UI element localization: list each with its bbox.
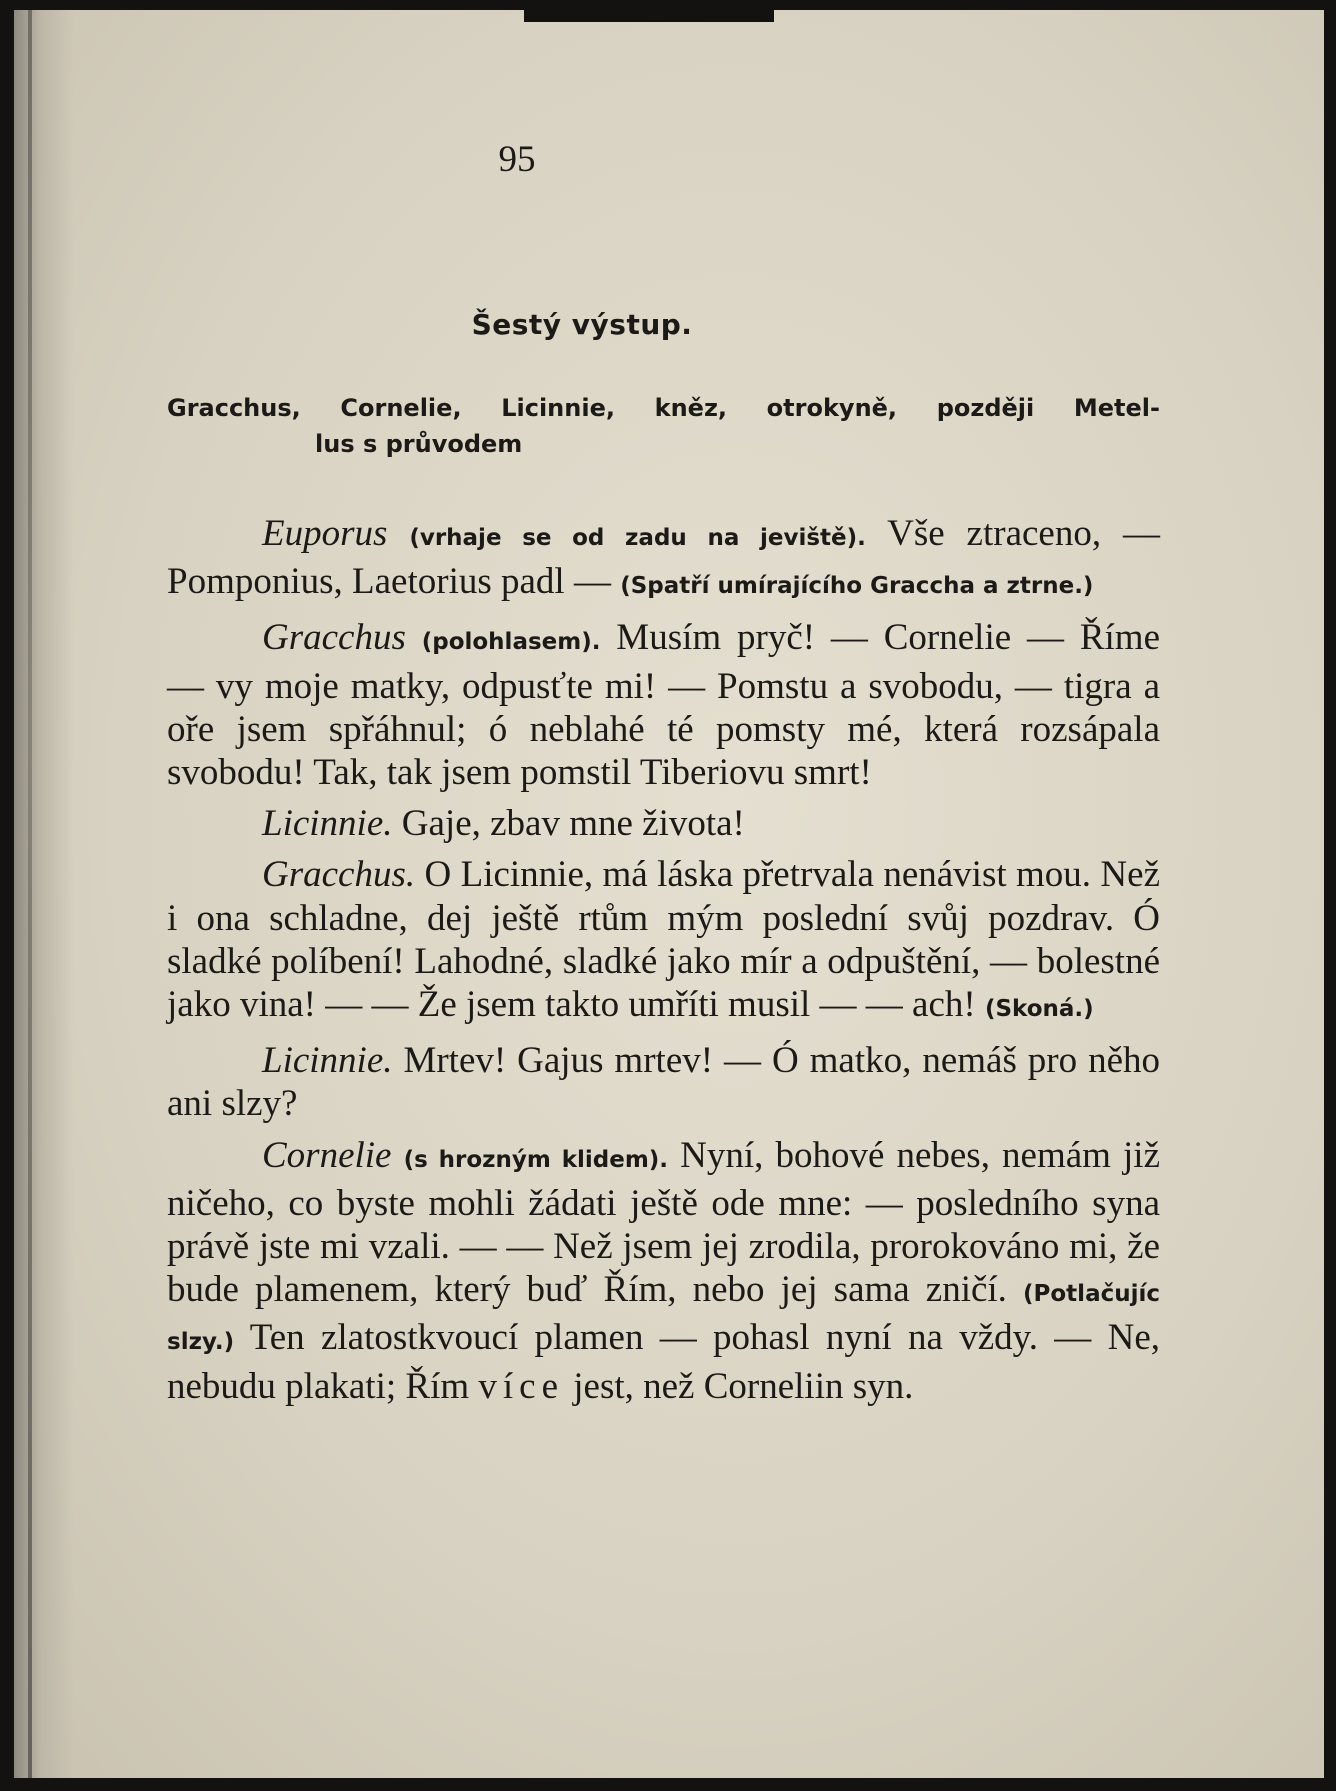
dialogue-paragraph xyxy=(167,1039,1160,1125)
dialogue-text: Vše ztraceno, — Pomponius, Laetorius padl — xyxy=(167,513,1160,603)
speaker-name: Licinnie. xyxy=(262,1040,393,1082)
dialogue-body xyxy=(167,512,1160,1416)
stage-direction: (polohlasem). xyxy=(421,629,601,656)
dialogue-paragraph xyxy=(167,1134,1160,1408)
emphasized-word: více xyxy=(478,1365,564,1407)
dialogue-paragraph xyxy=(167,853,1160,1031)
dialogue-text: jest, než Corneliin syn. xyxy=(564,1365,914,1407)
stage-direction: (Potlačujíc slzy.) xyxy=(167,1281,1160,1356)
dialogue-text: Musím pryč! — Cornelie — Říme — vy moje matky, odpusťte mi! — Pomstu a svobodu, — tigra a oře jsem spřáhnul; ó neblahé té pomsty mé, která rozsápala svobodu! Tak, tak jsem pomstil Tiberiovu smrt! xyxy=(167,617,1160,794)
cast-line-2: lus s průvodem xyxy=(315,430,523,458)
stage-direction: (Skoná.) xyxy=(984,996,1094,1023)
dialogue-paragraph xyxy=(167,512,1160,608)
stage-direction: (s hrozným klidem). xyxy=(403,1146,669,1173)
book-page xyxy=(14,10,1324,1778)
speaker-name: Euporus xyxy=(262,513,388,554)
page-number: 95 xyxy=(498,139,536,180)
cast-list xyxy=(167,390,1160,462)
dialogue-text: Nyní, bohové nebes, nemám již ničeho, co byste mohli žádati ještě ode mne: — posledního syna právě jste mi vzali. — — Než jsem jej zrodila, prorokováno mi, že bude plamenem, který buď Řím, nebo jej sama zničí. xyxy=(167,1134,1161,1311)
dialogue-text: Ten zlatostkvoucí plamen — pohasl nyní na vždy. — Ne, nebudu plakati; Řím xyxy=(167,1317,1160,1407)
book-spine xyxy=(28,10,32,1778)
stage-direction: (Spatří umírajícího Graccha a ztrne.) xyxy=(620,573,1094,600)
speaker-name: Gracchus. xyxy=(262,854,416,896)
speaker-name: Cornelie xyxy=(262,1134,392,1176)
speaker-name: Gracchus xyxy=(262,617,406,659)
dialogue-text: Mrtev! Gajus mrtev! — Ó matko, nemáš pro něho ani slzy? xyxy=(167,1040,1160,1125)
scene-title: Šestý výstup. xyxy=(471,308,693,341)
dialogue-paragraph xyxy=(167,616,1160,794)
dialogue-text: Gaje, zbav mne života! xyxy=(392,803,745,845)
page-gutter-shadow xyxy=(14,10,74,1778)
speaker-name: Licinnie. xyxy=(262,803,393,845)
cast-line-1: Gracchus, Cornelie, Licinnie, kněz, otrokyně, později Metel- xyxy=(167,394,1160,422)
dialogue-paragraph xyxy=(167,802,1160,845)
stage-direction: (vrhaje se od zadu na jeviště). xyxy=(409,525,866,551)
dialogue-text: O Licinnie, má láska přetrvala nenávist mou. Než i ona schladne, dej ještě rtům mým poslední svůj pozdrav. Ó sladké políbení! Lahodné, sladké jako mír a odpuštění, — bolestné jako vina! — — Že jsem takto umříti musil — — ach! xyxy=(167,854,1160,1026)
top-edge-dark xyxy=(524,10,774,22)
